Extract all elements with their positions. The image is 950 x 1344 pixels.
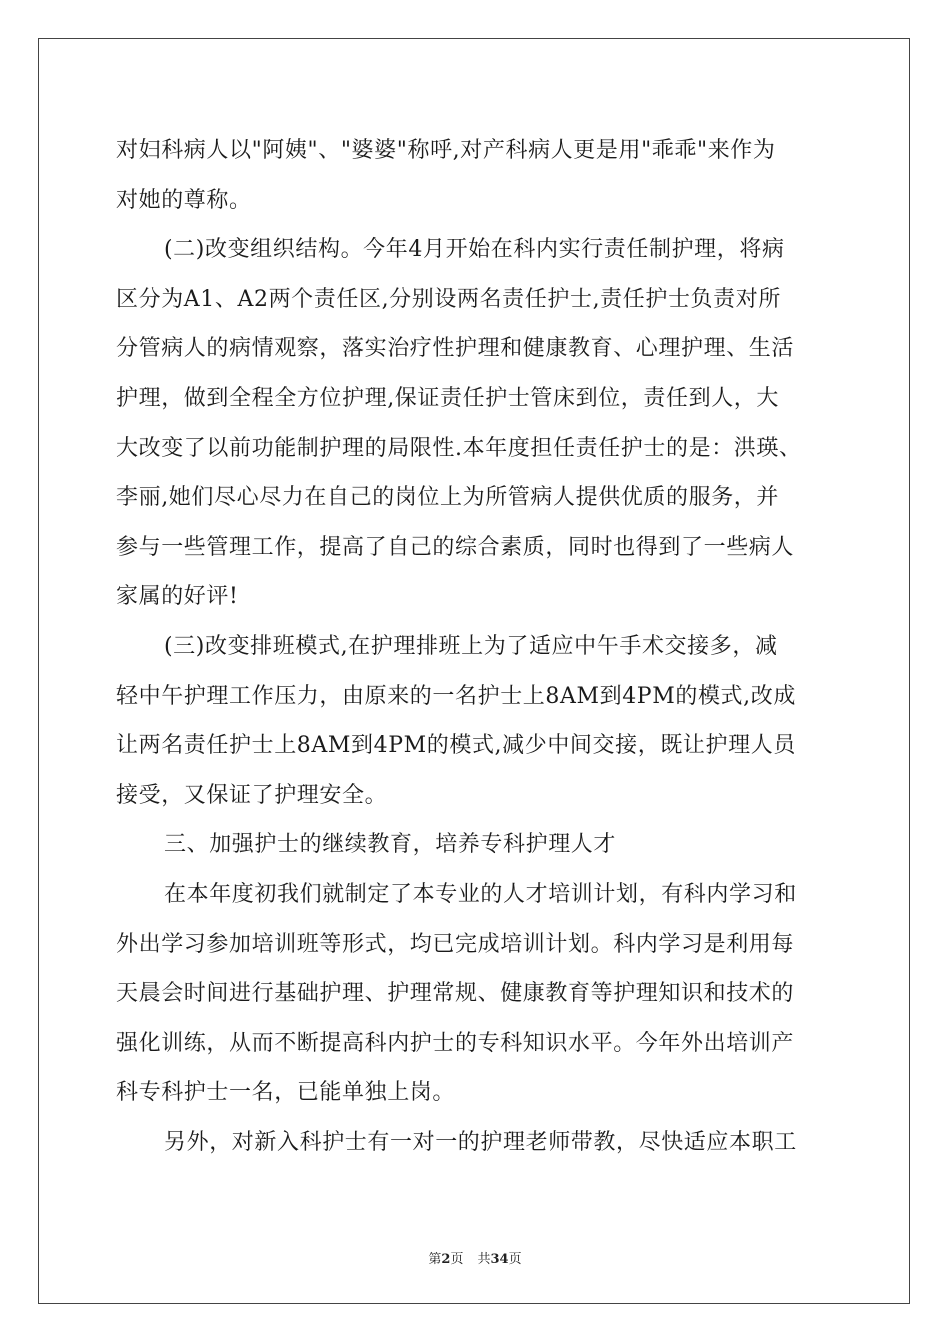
total-page-count: 34 [490, 1252, 509, 1267]
text-line: 轻中午护理工作压力，由原来的一名护士上8AM到4PM的模式,改成 [116, 683, 796, 709]
text-line: 护理，做到全程全方位护理,保证责任护士管床到位，责任到人，大 [116, 385, 779, 411]
text-line: 大改变了以前功能制护理的局限性.本年度担任责任护士的是：洪瑛、 [116, 435, 802, 461]
text-line: 外出学习参加培训班等形式，均已完成培训计划。科内学习是利用每 [116, 931, 795, 957]
total-label-prefix: 共 [477, 1252, 491, 1267]
text-line: 对妇科病人以"阿姨"、"婆婆"称呼,对产科病人更是用"乖乖"来作为 [116, 138, 776, 163]
text-line: 李丽,她们尽心尽力在自己的岗位上为所管病人提供优质的服务，并 [116, 485, 779, 511]
text-line: 另外，对新入科护士有一对一的护理老师带教，尽快适应本职工 [164, 1129, 797, 1155]
page-label-suffix: 页 [450, 1252, 464, 1267]
text-line: 参与一些管理工作，提高了自己的综合素质，同时也得到了一些病人 [116, 534, 795, 560]
text-line: 分管病人的病情观察，落实治疗性护理和健康教育、心理护理、生活 [116, 336, 795, 362]
text-line: 对她的尊称。 [116, 187, 252, 213]
page-footer [0, 1248, 950, 1267]
document-body [116, 126, 836, 1167]
current-page-number: 2 [441, 1252, 451, 1267]
text-line: 科专科护士一名，已能单独上岗。 [116, 1080, 456, 1106]
text-line: (三)改变排班模式,在护理排班上为了适应中午手术交接多，减 [164, 633, 778, 659]
text-line: 在本年度初我们就制定了本专业的人才培训计划，有科内学习和 [164, 881, 797, 907]
text-line: 接受，又保证了护理安全。 [116, 782, 388, 808]
total-label-suffix: 页 [508, 1252, 522, 1267]
text-line: 家属的好评! [116, 584, 239, 610]
text-line: 区分为A1、A2两个责任区,分别设两名责任护士,责任护士负责对所 [116, 286, 781, 312]
text-line: 三、加强护士的继续教育，培养专科护理人才 [164, 832, 617, 858]
text-line: 强化训练，从而不断提高科内护士的专科知识水平。今年外出培训产 [116, 1030, 795, 1056]
text-line: (二)改变组织结构。今年4月开始在科内实行责任制护理，将病 [164, 237, 785, 263]
page-label-prefix: 第 [428, 1252, 442, 1267]
text-line: 让两名责任护士上8AM到4PM的模式,减少中间交接，既让护理人员 [116, 733, 796, 759]
text-line: 天晨会时间进行基础护理、护理常规、健康教育等护理知识和技术的 [116, 981, 795, 1007]
